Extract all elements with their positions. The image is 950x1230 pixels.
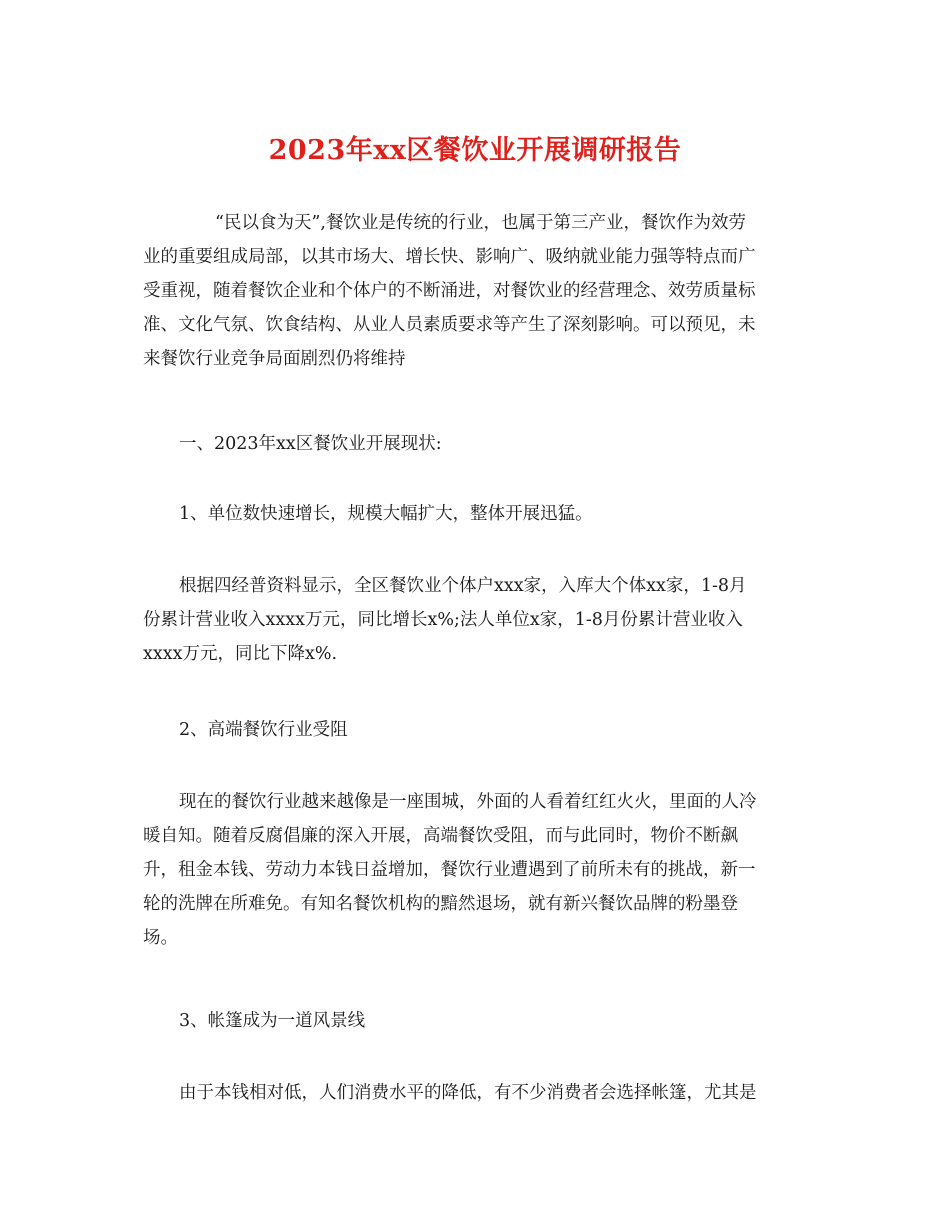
intro-line-4: 准、文化气氛、饮食结构、从业人员素质要求等产生了深刻影响。可以预见，未 [143,315,756,335]
section-heading-1 [143,427,813,461]
item-heading-1-text: 1、单位数快速增长，规模大幅扩大，整体开展迅猛。 [179,504,593,524]
item-body-1-line-2: 份累计营业收入xxxx万元，同比增长x%;法人单位x家，1-8月份累计营业收入 [143,610,743,630]
intro-paragraph [143,206,813,376]
intro-line-2: 业的重要组成局部，以其市场大、增长快、影响广、吸纳就业能力强等特点而广 [143,247,756,267]
item-body-2-line-3: 升，租金本钱、劳动力本钱日益增加，餐饮行业遭遇到了前所未有的挑战，新一 [143,860,756,880]
intro-line-1: “民以食为天”,餐饮业是传统的行业，也属于第三产业，餐饮作为效劳 [215,213,746,233]
intro-line-5: 来餐饮行业竞争局面剧烈仍将维持 [143,349,406,369]
item-heading-3-text: 3、帐篷成为一道风景线 [179,1011,366,1031]
item-body-2 [143,785,813,955]
item-body-1 [143,569,813,671]
item-body-1-line-1: 根据四经普资料显示，全区餐饮业个体户xxx家，入库大个体xx家，1-8月 [179,576,747,596]
item-body-1-line-3: xxxx万元，同比下降x%. [143,644,338,664]
item-body-2-line-5: 场。 [143,928,178,948]
section-heading-1-text: 一、2023年xx区餐饮业开展现状: [179,434,442,454]
item-body-3 [143,1076,813,1110]
document-title: 2023年xx区餐饮业开展调研报告 [268,135,682,166]
item-heading-2-text: 2、高端餐饮行业受阻 [179,720,348,740]
item-body-3-line-1: 由于本钱相对低，人们消费水平的降低，有不少消费者会选择帐篷，尤其是 [179,1083,757,1103]
item-heading-1 [143,497,813,531]
item-body-2-line-4: 轮的洗牌在所难免。有知名餐饮机构的黯然退场，就有新兴餐饮品牌的粉墨登 [143,894,738,914]
item-heading-3 [143,1004,813,1038]
intro-line-3: 受重视，随着餐饮企业和个体户的不断涌进，对餐饮业的经营理念、效劳质量标 [143,281,756,301]
item-body-2-line-1: 现在的餐饮行业越来越像是一座围城，外面的人看着红红火火，里面的人冷 [179,792,757,812]
item-body-2-line-2: 暖自知。随着反腐倡廉的深入开展，高端餐饮受阻，而与此同时，物价不断飙 [143,826,738,846]
item-heading-2 [143,713,813,747]
